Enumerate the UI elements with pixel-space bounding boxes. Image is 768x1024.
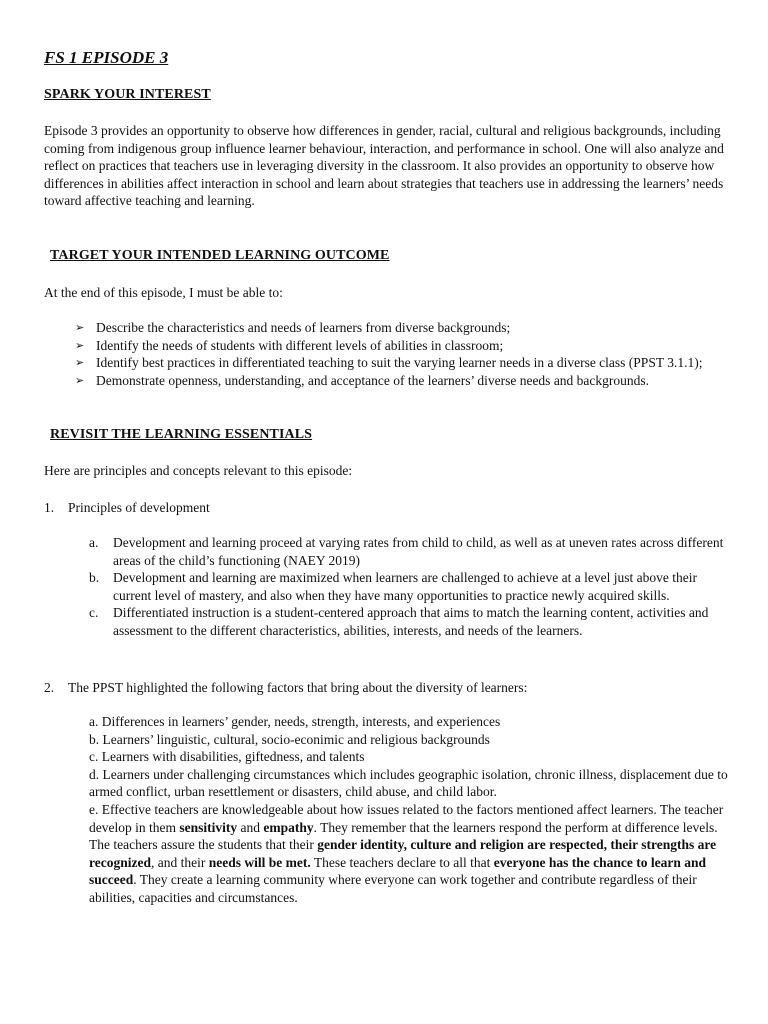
item-text: The PPST highlighted the following factors that bring about the diversity of learners:	[68, 680, 528, 695]
section-heading-spark: SPARK YOUR INTEREST	[44, 87, 211, 102]
list-item	[75, 354, 745, 372]
factor-e-text: e. Effective teachers are knowledgeable about how issues related to the factors mentioned affect learners. The teacher develop in them	[89, 801, 724, 835]
factor-e-text: . They remember that the learners respond the perform at difference levels. The teachers assure the students that their	[89, 819, 718, 853]
item-text: Development and learning are maximized when learners are challenged to achieve at a level just above their current level of mastery, and also when they have many opportunities to practice newly acquired skills.	[113, 570, 697, 603]
list-item	[89, 604, 729, 639]
numbered-item-1	[44, 499, 210, 517]
factor-e-bold: everyone has the chance to learn and succeed	[89, 854, 706, 888]
list-item	[75, 319, 745, 337]
target-lead	[44, 284, 283, 302]
list-item	[89, 534, 729, 569]
item-number: 1.	[44, 500, 55, 515]
factor-d: d. Learners under challenging circumstances which includes geographic isolation, chronic illness, displacement due to armed conflict, urban resettlement or disasters, child abuse, and child labor.	[89, 766, 728, 800]
arrow-bullet-icon: ➢	[75, 356, 85, 370]
factor-e-bold: sensitivity	[179, 819, 238, 835]
factor-e-text: , and their	[150, 854, 209, 870]
factor-e	[89, 801, 729, 907]
numbered-item-2	[44, 679, 527, 697]
factor-b: b. Learners’ linguistic, cultural, socio-econimic and religious backgrounds	[89, 731, 490, 747]
diversity-factors	[89, 713, 729, 907]
revisit-lead	[44, 462, 352, 480]
list-item	[89, 569, 729, 604]
item-text: Principles of development	[68, 500, 210, 515]
item-marker: c.	[89, 605, 99, 621]
development-principles-list	[89, 534, 729, 640]
section-heading-target: TARGET YOUR INTENDED LEARNING OUTCOME	[50, 248, 390, 263]
item-marker: b.	[89, 570, 100, 586]
factor-e-bold: gender identity, culture and religion are respected, their strengths are recognized	[89, 837, 717, 870]
factor-e-text: and	[237, 819, 264, 835]
item-text: Development and learning proceed at varying rates from child to child, as well as at uneven rates across different areas of the child’s functioning (NAEY 2019)	[113, 535, 724, 568]
outcome-text: Identify best practices in differentiated teaching to suit the varying learner needs in a diverse class (PPST 3.1.1);	[96, 355, 703, 371]
factor-a: a. Differences in learners’ gender, needs, strength, interests, and experiences	[89, 714, 501, 729]
factor-e-bold: needs will be met.	[208, 854, 311, 870]
target-lead-text: At the end of this episode, I must be able to:	[44, 285, 283, 300]
section-heading-revisit: REVISIT THE LEARNING ESSENTIALS	[50, 427, 313, 442]
outcomes-list	[75, 319, 745, 389]
outcome-text: Identify the needs of students with different levels of abilities in classroom;	[96, 337, 504, 353]
arrow-bullet-icon: ➢	[75, 373, 85, 387]
outcome-text: Describe the characteristics and needs of learners from diverse backgrounds;	[96, 320, 511, 335]
factor-e-bold: empathy	[263, 819, 314, 835]
item-text: Differentiated instruction is a student-centered approach that aims to match the learning content, activities and assessment to the different characteristics, abilities, interests, and needs of the learners.	[113, 605, 709, 638]
arrow-bullet-icon: ➢	[75, 321, 85, 334]
factor-e-text: . They create a learning community where everyone can work together and contribute regardless of their abilities, capacities and circumstances.	[89, 872, 697, 905]
document-title: FS 1 EPISODE 3	[44, 48, 169, 67]
arrow-bullet-icon: ➢	[75, 338, 85, 352]
item-number: 2.	[44, 680, 55, 695]
list-item	[75, 337, 745, 355]
spark-paragraph: Episode 3 provides an opportunity to observe how differences in gender, racial, cultural and religious backgrounds, including coming from indigenous group influence learner behaviour, interaction, and performance in school. One will also analyze and reflect on practices that teachers use in leveraging diversity in the classroom. It also provides an opportunity to observe how differences in abilities affect interaction in school and learn about strategies that teachers use in addressing the learners’ needs toward affective teaching and learning.	[44, 123, 724, 209]
outcome-text: Demonstrate openness, understanding, and acceptance of the learners’ diverse needs and backgrounds.	[96, 372, 650, 388]
revisit-lead-text: Here are principles and concepts relevant to this episode:	[44, 463, 353, 478]
factor-e-text: These teachers declare to all that	[310, 854, 494, 870]
item-marker: a.	[89, 535, 99, 550]
list-item	[75, 372, 745, 390]
factor-c: c. Learners with disabilities, giftedness, and talents	[89, 749, 365, 765]
